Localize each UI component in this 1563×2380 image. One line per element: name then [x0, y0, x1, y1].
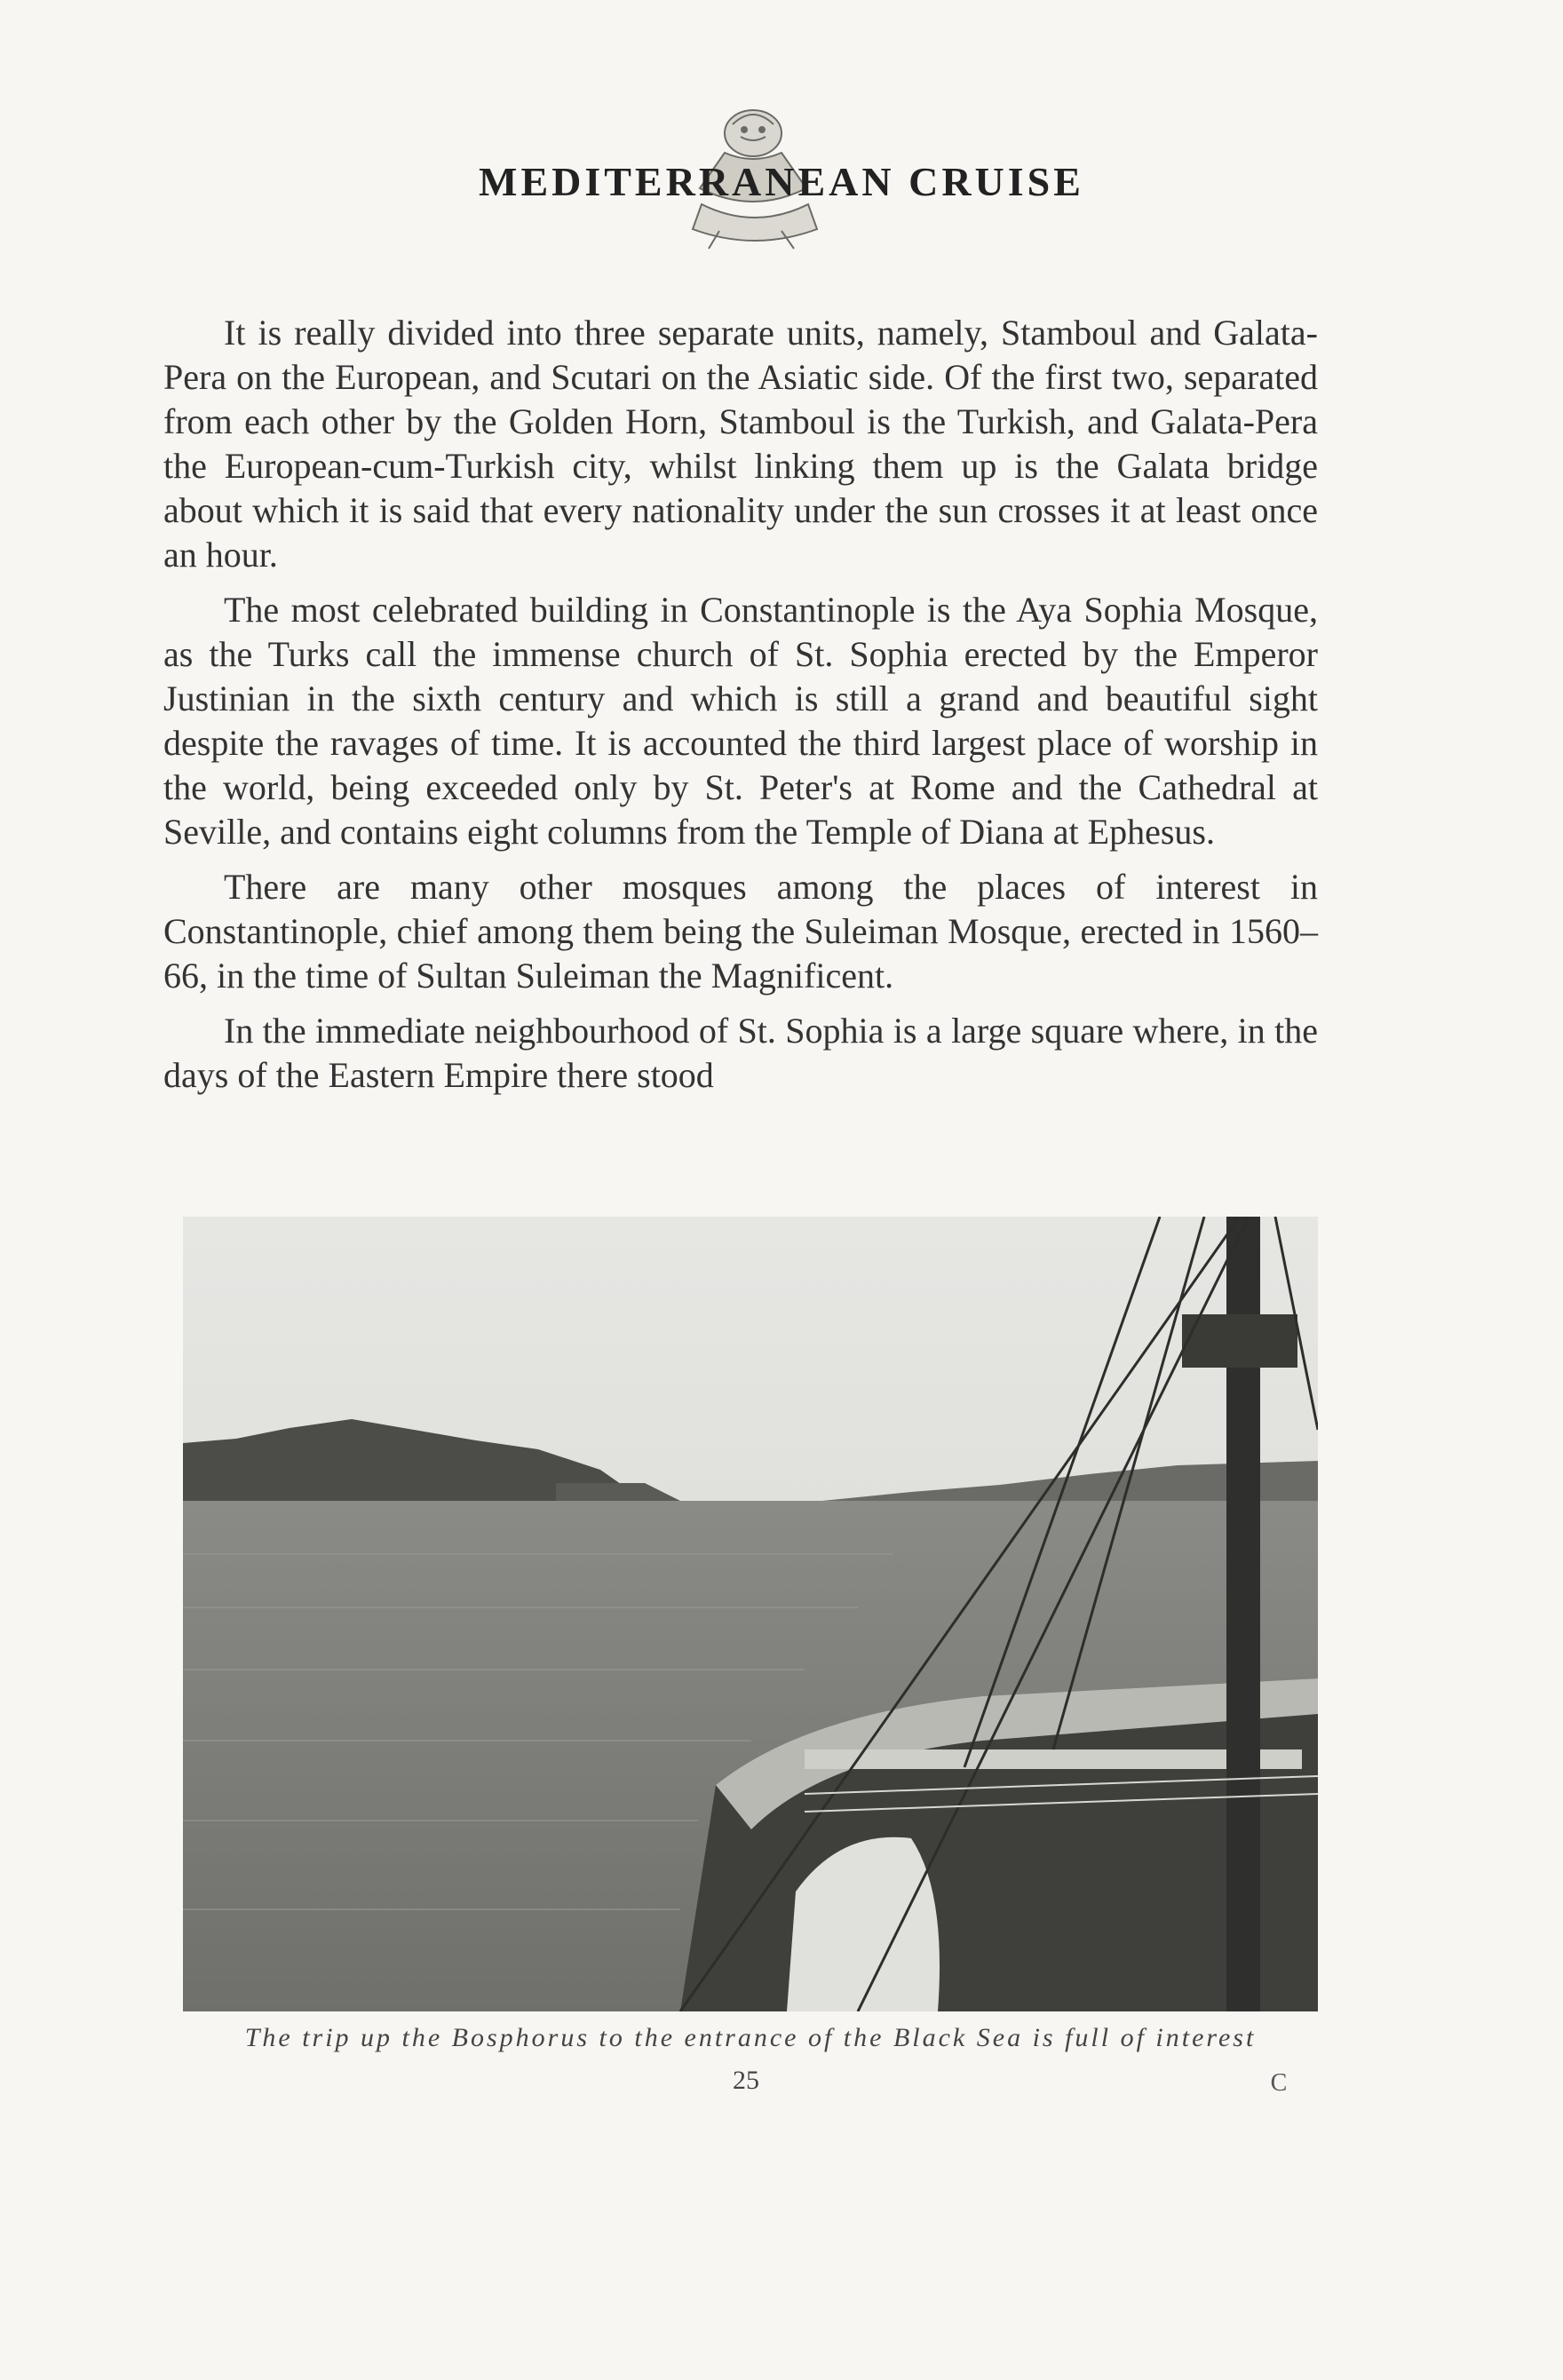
ship-deck-image — [183, 1217, 1318, 2011]
paragraph: It is really divided into three separate units, namely, Stamboul and Galata-Pera on the European, and Scutari on the Asiatic side. Of the first two, separated from each other by the Golden Horn, Stamboul is the Turkish, and Galata-Pera the European-cum-Turkish city, whilst linking them up is the Galata bridge about which it is said that every nationality under the sun crosses it at least once an hour. — [163, 313, 1318, 575]
signature-mark: C — [1270, 2069, 1288, 2097]
bosphorus-photograph — [183, 1217, 1318, 2011]
paragraph: In the immediate neighbourhood of St. Sophia is a large square where, in the days of the Eastern Empire there stood — [163, 1011, 1318, 1095]
running-header-title: MEDITERRANEAN CRUISE — [479, 159, 1084, 204]
paragraph: The most celebrated building in Constantinople is the Aya Sophia Mosque, as the Turks call the immense church of St. Sophia erected by the Emperor Justinian in the sixth century and which is still a grand and beautiful sight despite the ravages of time. It is accounted the third largest place of worship in the world, being exceeded only by St. Peter's at Rome and the Cathedral at Seville, and contains eight columns from the Temple of Diana at Ephesus. — [163, 590, 1318, 852]
figure-caption: The trip up the Bosphorus to the entrance of the Black Sea is full of interest — [244, 2023, 1257, 2052]
page-header — [0, 98, 1563, 266]
page-number: 25 — [733, 2066, 759, 2095]
paragraph: There are many other mosques among the places of interest in Constantinople, chief among them being the Suleiman Mosque, erected in 1560–66, in the time of Sultan Suleiman the Magnificent. — [163, 867, 1318, 996]
body-text — [163, 311, 1318, 1108]
